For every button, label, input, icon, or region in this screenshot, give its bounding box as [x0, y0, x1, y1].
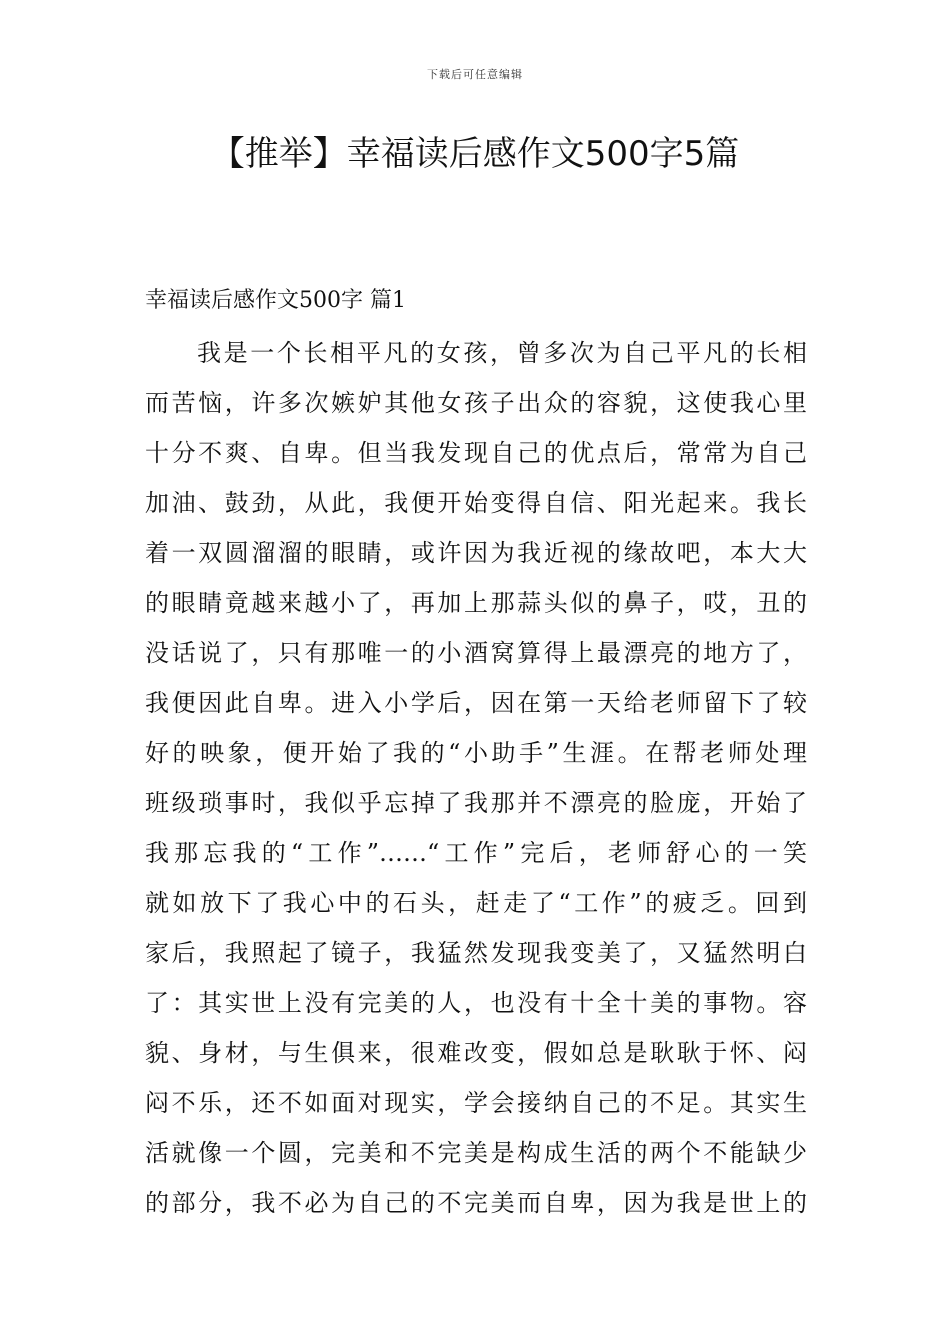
- paragraph-line: 着一双圆溜溜的眼睛，或许因为我近视的缘故吧，本大大: [145, 539, 807, 567]
- paragraph-line: 没话说了，只有那唯一的小酒窝算得上最漂亮的地方了，: [145, 639, 807, 667]
- paragraph-line: 了：其实世上没有完美的人，也没有十全十美的事物。容: [145, 989, 807, 1017]
- paragraph-line: 十分不爽、自卑。但当我发现自己的优点后，常常为自己: [145, 439, 807, 467]
- paragraph-line: 好的映象，便开始了我的“小助手”生涯。在帮老师处理: [145, 739, 807, 767]
- paragraph-line: 而苦恼，许多次嫉妒其他女孩子出众的容貌，这使我心里: [145, 389, 807, 417]
- article-body: [145, 328, 807, 1228]
- paragraph-line: 加油、鼓劲，从此，我便开始变得自信、阳光起来。我长: [145, 489, 807, 517]
- paragraph-line: 活就像一个圆，完美和不完美是构成生活的两个不能缺少: [145, 1139, 807, 1167]
- paragraph-line: 我便因此自卑。进入小学后，因在第一天给老师留下了较: [145, 689, 807, 717]
- paragraph-line: 我那忘我的“工作”……“工作”完后，老师舒心的一笑: [145, 839, 807, 867]
- paragraph-line: 我是一个长相平凡的女孩，曾多次为自己平凡的长相: [197, 339, 807, 367]
- paragraph-line: 家后，我照起了镜子，我猛然发现我变美了，又猛然明白: [145, 939, 807, 967]
- paragraph-line: 的眼睛竟越来越小了，再加上那蒜头似的鼻子，哎，丑的: [145, 589, 807, 617]
- paragraph-line: 班级琐事时，我似乎忘掉了我那并不漂亮的脸庞，开始了: [145, 789, 807, 817]
- paragraph-line: 貌、身材，与生俱来，很难改变，假如总是耿耿于怀、闷: [145, 1039, 807, 1067]
- paragraph-line: 的部分，我不必为自己的不完美而自卑，因为我是世上的: [145, 1189, 807, 1217]
- header-note: 下载后可任意编辑: [427, 68, 523, 81]
- paragraph-line: 闷不乐，还不如面对现实，学会接纳自己的不足。其实生: [145, 1089, 807, 1117]
- section-heading: 幸福读后感作文500字 篇1: [145, 288, 406, 313]
- paragraph-line: 就如放下了我心中的石头，赶走了“工作”的疲乏。回到: [145, 889, 807, 917]
- document-title: 【推举】幸福读后感作文500字5篇: [210, 134, 740, 174]
